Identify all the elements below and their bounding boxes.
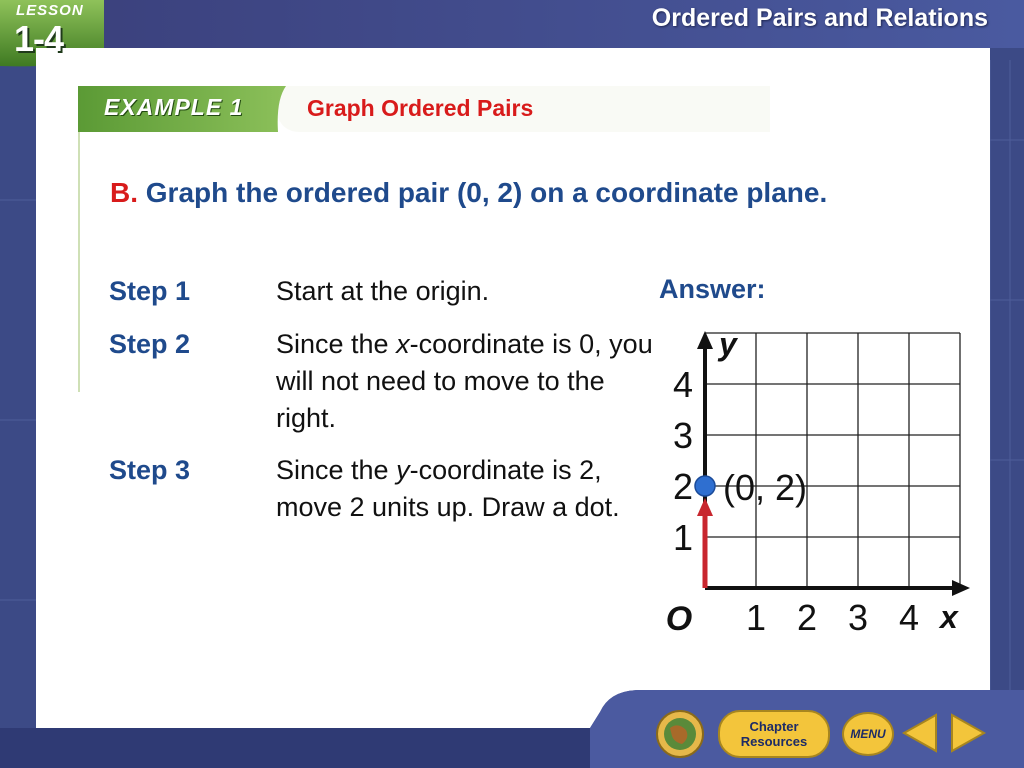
x-tick-label: 3	[847, 597, 869, 638]
globe-icon[interactable]	[654, 708, 706, 760]
step-2-variable: x	[396, 329, 410, 359]
y-tick-label: 1	[672, 517, 694, 558]
y-tick-label: 4	[672, 364, 694, 405]
lesson-badge	[0, 0, 104, 66]
step-3-variable: y	[396, 455, 410, 485]
x-tick-label: 1	[745, 597, 767, 638]
point-label: (0, 2)	[723, 467, 808, 508]
step-2-text-before: Since the	[276, 329, 397, 359]
menu-button[interactable]	[842, 712, 894, 756]
problem-statement	[110, 175, 910, 211]
lesson-number: 1-4	[14, 18, 64, 59]
step-3-label: Step 3	[109, 455, 191, 485]
coordinate-grid	[655, 325, 995, 645]
chapter-resources-line2: Resources	[740, 734, 808, 749]
lesson-title: Ordered Pairs and Relations	[651, 4, 988, 32]
chapter-resources-button[interactable]	[718, 710, 830, 758]
x-axis-arrow-icon	[952, 580, 970, 596]
step-2-label: Step 2	[109, 329, 191, 359]
menu-label: MENU	[850, 727, 886, 741]
y-tick-label: 3	[672, 415, 694, 456]
example-title: Graph Ordered Pairs	[307, 95, 534, 121]
step-1-label: Step 1	[109, 276, 191, 306]
step-1-text: Start at the origin.	[276, 276, 490, 306]
lesson-word: LESSON	[16, 2, 84, 19]
y-tick-label: 2	[672, 466, 694, 507]
problem-letter: B.	[110, 177, 138, 208]
step-3-text	[276, 452, 656, 526]
y-axis-label: y	[719, 326, 737, 362]
chapter-resources-line1: Chapter	[749, 719, 799, 734]
movement-arrow-icon	[697, 498, 713, 516]
previous-arrow-icon[interactable]	[900, 712, 940, 754]
x-axis-label: x	[940, 599, 958, 635]
example-label: EXAMPLE 1	[104, 94, 244, 120]
step-3-text-after: -coordinate is 2, move 2 units up. Draw a dot.	[276, 455, 620, 522]
y-axis-arrow-icon	[697, 331, 713, 349]
problem-text: Graph the ordered pair (0, 2) on a coordinate plane.	[145, 177, 828, 208]
next-arrow-icon[interactable]	[948, 712, 988, 754]
step-2-text-after: -coordinate is 0, you will not need to move to the right.	[276, 329, 653, 433]
answer-label: Answer:	[659, 274, 766, 304]
x-tick-label: 2	[796, 597, 818, 638]
plotted-point	[695, 476, 715, 496]
origin-label: O	[665, 600, 693, 638]
x-tick-label: 4	[898, 597, 920, 638]
step-2-text	[276, 326, 656, 437]
step-3-text-before: Since the	[276, 455, 397, 485]
